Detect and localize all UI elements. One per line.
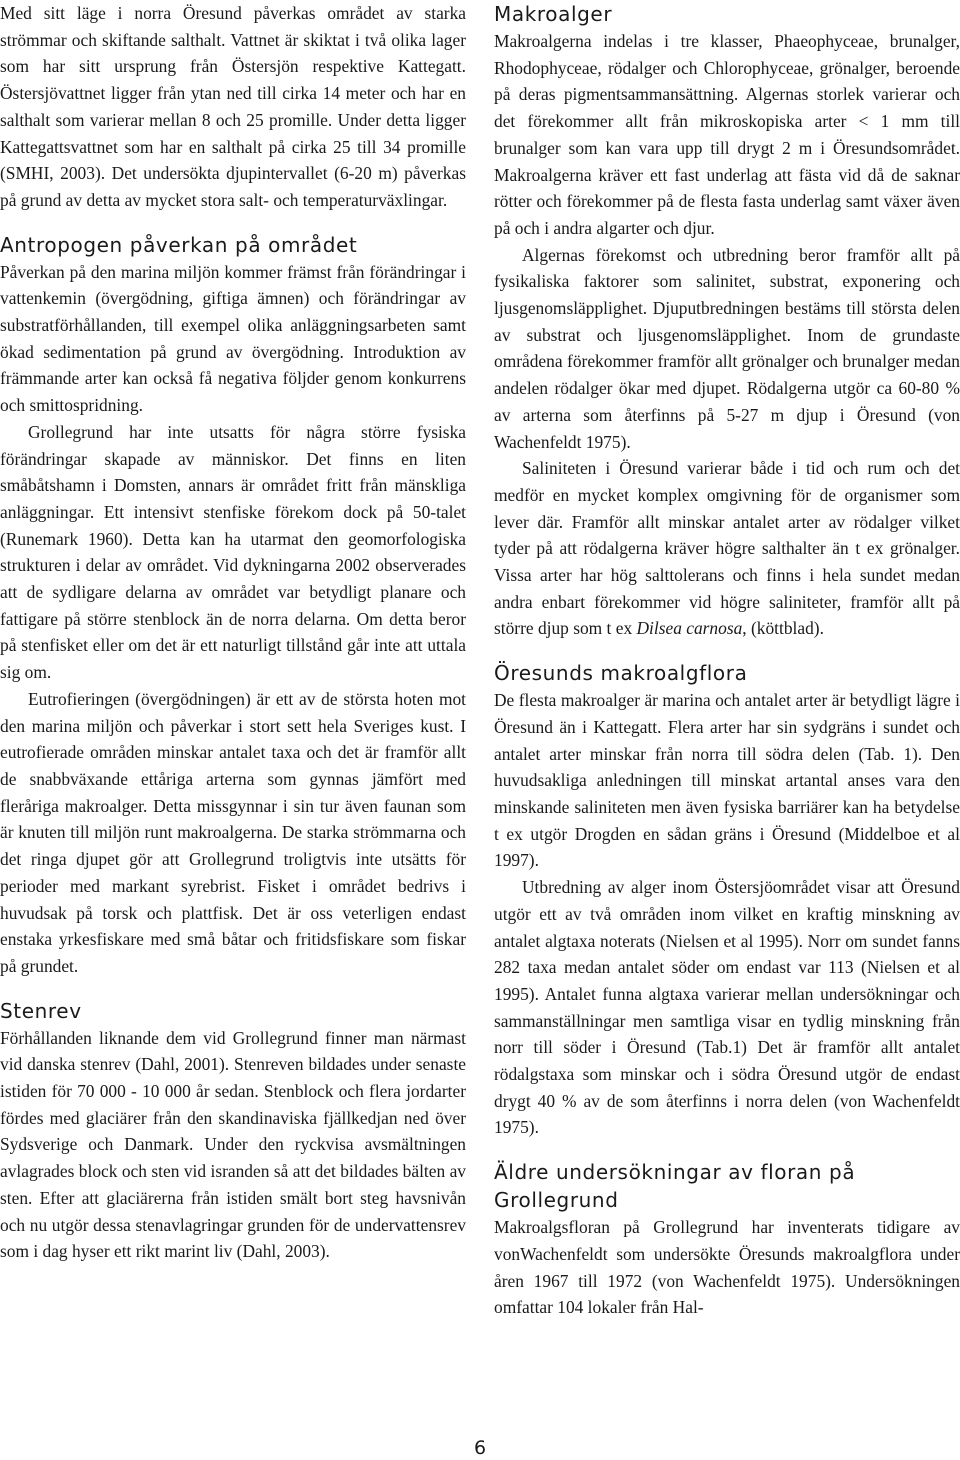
right-column [494,0,960,1321]
stenrev-paragraph-1: Förhållanden liknande dem vid Grollegrund finner man närmast vid danska stenrev (Dahl, 2001). Stenreven bildades under senaste istiden för 70 000 - 10 000 år sedan. Stenblock och flera jordarter fördes med glaciärer från den skandinaviska fjällkedjan ned över Sydsverige och Danmark. Under den ryckvisa avsmältningen avlagrades block och sten vid isranden så att det bildades bälten av sten. Efter att glaciärerna från istiden smält bort steg havsnivån och nu utgör dessa stenavlagringar grunden för de undervattensrev som i dag hyser ett rikt marint liv (Dahl, 2003). [0,1027,466,1262]
makroalger-paragraph-1: Makroalgerna indelas i tre klasser, Phaeophyceae, brunalger, Rhodophyceae, rödalger och Chlorophyceae, grönalger, beroende på deras pigmentsammansättning. Algernas storlek varierar och det förekommer allt från mikroskopiska arter < 1 mm till brunalger som kan vara upp till drygt 2 m i Öresundsområdet. Makroalgerna kräver ett fast underlag att fästa vid då de saknar rötter och förekommer på de flesta fasta underlag samt växer även på och i andra algarter och djur. [494,31,960,238]
heading-aldre: Äldre undersökningar av floran på Grollegrund [494,1160,856,1213]
makroalger-paragraph-3 [494,455,960,642]
intro-paragraph: Med sitt läge i norra Öresund påverkas området av starka strömmar och skiftande salthalt. Vattnet är skiktat i två olika lager som har sitt ursprung från Östersjön respektive Kattegatt. Östersjövattnet ligger från ytan ned till cirka 14 meter och har en salthalt som varierar mellan 8 och 25 promille. Under detta ligger Kattegattsvattnet som har en salthalt på cirka 25 till 34 promille (SMHI, 2003). Det undersökta djupintervallet (6-20 m) påverkas på grund av detta av mycket stora salt- och temperaturväxlingar. [0,3,466,210]
makroalger-paragraph-3-end: , (köttblad). [742,618,824,639]
heading-antropogen: Antropogen påverkan på området [0,232,358,257]
makroalger-paragraph-3-text: Saliniteten i Öresund varierar både i tid och rum och det medför en mycket komplex omgivning för de organismer som lever där. Framför allt minskar antalet arter av rödalger vilket tyder på att rödalgerna kräver högre salthalter än t ex grönalger. Vissa arter har hög salttolerans och finns i hela sundet medan andra enbart förekommer vid högre saliniteter, framför allt på större djup som t ex [494,458,960,639]
aldre-paragraph-1: Makroalgsfloran på Grollegrund har inventerats tidigare av vonWachenfeldt som undersökte Öresunds makroalgflora under åren 1967 till 1972 (von Wachenfeldt 1975). Undersökningen omfattar 104 lokaler från Hal- [494,1217,960,1318]
antropogen-paragraph-2: Grollegrund har inte utsatts för några större fysiska förändringar skapade av människor. Det finns en liten småbåtshamn i Domsten, annars är området fritt från mänskliga anläggningar. Ett intensivt stenfiske förekom dock på 50-talet (Runemark 1960). Detta kan ha utarmat den geomorfologiska strukturen i delar av området. Vid dykningarna 2002 observerades att de sydligare delarna av området var betydligt planare och fattigare på större stenblock än de norra delarna. Om detta beror på stenfisket eller om det är ett naturligt tillstånd går inte att uttala sig om. [0,421,466,683]
oresund-paragraph-2: Utbredning av alger inom Östersjöområdet visar att Öresund utgör ett av två områden inom vilket en kraftig minskning av antalet algtaxa noterats (Nielsen et al 1995). Norr om sundet fanns 282 taxa medan antalet söder om endast var 113 (Nielsen et al 1995). Antalet funna algtaxa varierar mellan undersökningar och sammanställningar men samtliga visar en tydlig minskning från norr till söder i Öresund (Tab.1) Det är framför allt antalet rödalgstaxa som minskar och i södra Öresund utgör de endast drygt 40 % av de som återfinns i norra delen (von Wachenfeldt 1975). [494,877,960,1138]
heading-stenrev: Stenrev [0,998,82,1023]
antropogen-paragraph-3: Eutrofieringen (övergödningen) är ett av de största hoten mot den marina miljön och påverkar i stort sett hela Sveriges kust. I eutrofierade områden minskar antalet taxa och det är framför allt de snabbväxande ettåriga arterna som gynnas jämfört med fleråriga makroalger. Detta missgynnar i sin tur även faunan som är knuten till miljön runt makroalgerna. De starka strömmarna och det ringa djupet gör att Grollegrund troligtvis inte utsätts för perioder med markant syrebrist. Fisket i området bedrivs i huvudsak på torsk och plattfisk. Det är oss veterligen endast enstaka yrkesfiskare med små båtar och fritidsfiskare som fiskar på grundet. [0,688,466,976]
species-name-dilsea: Dilsea carnosa [636,618,743,639]
makroalger-paragraph-2: Algernas förekomst och utbredning beror framför allt på fysikaliska faktorer som salinitet, substrat, exponering och ljusgenomsläpplighet. Djuputbredningen bestäms till största delen av substrat och ljusgenomsläpplighet. Inom de grundaste områdena förekommer framför allt grönalger och brunalger medan andelen rödalger ökar med djupet. Rödalgerna utgör ca 60-80 % av arterna som återfinns på 5-27 m djup i Öresund (von Wachenfeldt 1975). [494,244,960,452]
heading-makroalger: Makroalger [494,2,613,26]
page-number: 6 [473,1437,487,1459]
antropogen-paragraph-1: Påverkan på den marina miljön kommer främst från förändringar i vattenkemin (övergödning, giftiga ämnen) och förändringar av substratförhållanden, till exempel olika anläggningsarbeten samt ökad sedimentation på grund av övergödning. Introduktion av främmande arter kan också få negativa följder genom konkurrens och smittospridning. [0,261,466,416]
left-column [0,0,466,1265]
oresund-paragraph-1: De flesta makroalger är marina och antalet arter är betydligt lägre i Öresund än i Kattegatt. Flera arter har sin sydgräns i sundet och antalet arter minskar från norra till södra delen (Tab. 1). Den huvudsakliga anledningen till minskat artantal anses vara den minskande saliniteten men även fysiska barriärer kan ha betydelse t ex utgör Drogden en sådan gräns i Öresund (Middelboe et al 1997). [494,690,960,871]
heading-oresund: Öresunds makroalgflora [494,661,748,686]
